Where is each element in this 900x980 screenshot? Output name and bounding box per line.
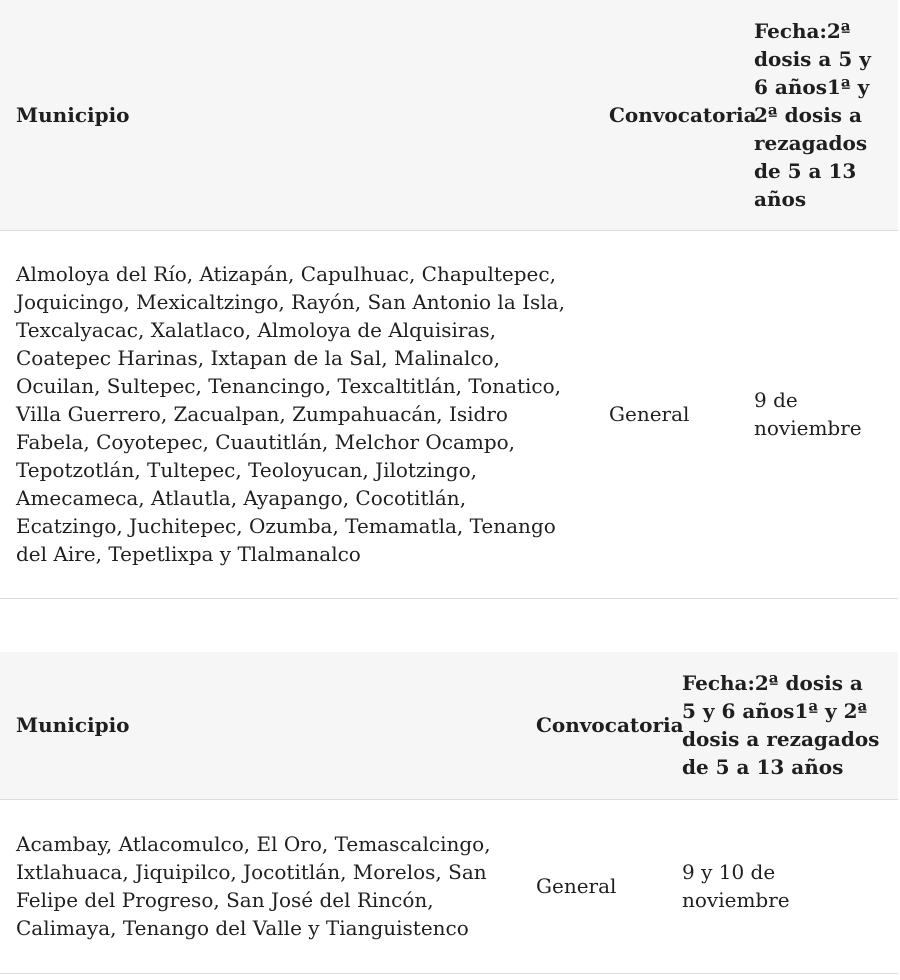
table-body — [0, 799, 898, 973]
table-header — [0, 652, 898, 799]
cell-municipios: Acambay, Atlacomulco, El Oro, Temascalcingo, Ixtlahuaca, Jiquipilco, Jocotitlán, Morelos, San Felipe del Progreso, San José del Rincón, Calimaya, Tenango del Valle y Tianguistenco — [16, 832, 491, 940]
header-fecha: Fecha:2ª dosis a 5 y 6 años1ª y 2ª dosis a rezagados de 5 a 13 años — [754, 18, 871, 211]
table-body — [0, 230, 898, 598]
header-municipio: Municipio — [16, 102, 130, 127]
header-convocatoria: Convocatoria — [609, 102, 757, 127]
header-convocatoria: Convocatoria — [536, 713, 684, 738]
schedule-table-2 — [0, 652, 898, 974]
cell-fecha: 9 de noviembre — [754, 388, 862, 440]
cell-municipios: Almoloya del Río, Atizapán, Capulhuac, Chapultepec, Joquicingo, Mexicaltzingo, Rayón, San Antonio la Isla, Texcalyacac, Xalatlaco, Almoloya de Alquisiras, Coatepec Harinas, Ixtapan de la Sal, Malinalco, Ocuilan, Sultepec, Tenancingo, Texcaltitlán, Tonatico, Villa Guerrero, Zacualpan, Zumpahuacán, Isidro Fabela, Coyotepec, Cuautitlán, Melchor Ocampo, Tepotzotlán, Tultepec, Teoloyucan, Jilotzingo, Amecameca, Atlautla, Ayapango, Cocotitlán, Ecatzingo, Juchitepec, Ozumba, Temamatla, Tenango del Aire, Tepetlixpa y Tlalmanalco — [16, 262, 565, 566]
header-fecha: Fecha:2ª dosis a 5 y 6 años1ª y 2ª dosis a rezagados de 5 a 13 años — [682, 671, 880, 780]
header-row — [0, 0, 898, 230]
header-row — [0, 652, 898, 799]
table-header — [0, 0, 898, 230]
cell-fecha: 9 y 10 de noviembre — [682, 860, 790, 912]
cell-convocatoria: General — [609, 402, 690, 426]
table-row — [0, 230, 898, 598]
header-municipio: Municipio — [16, 713, 130, 738]
table-row — [0, 799, 898, 973]
cell-convocatoria: General — [536, 874, 617, 898]
